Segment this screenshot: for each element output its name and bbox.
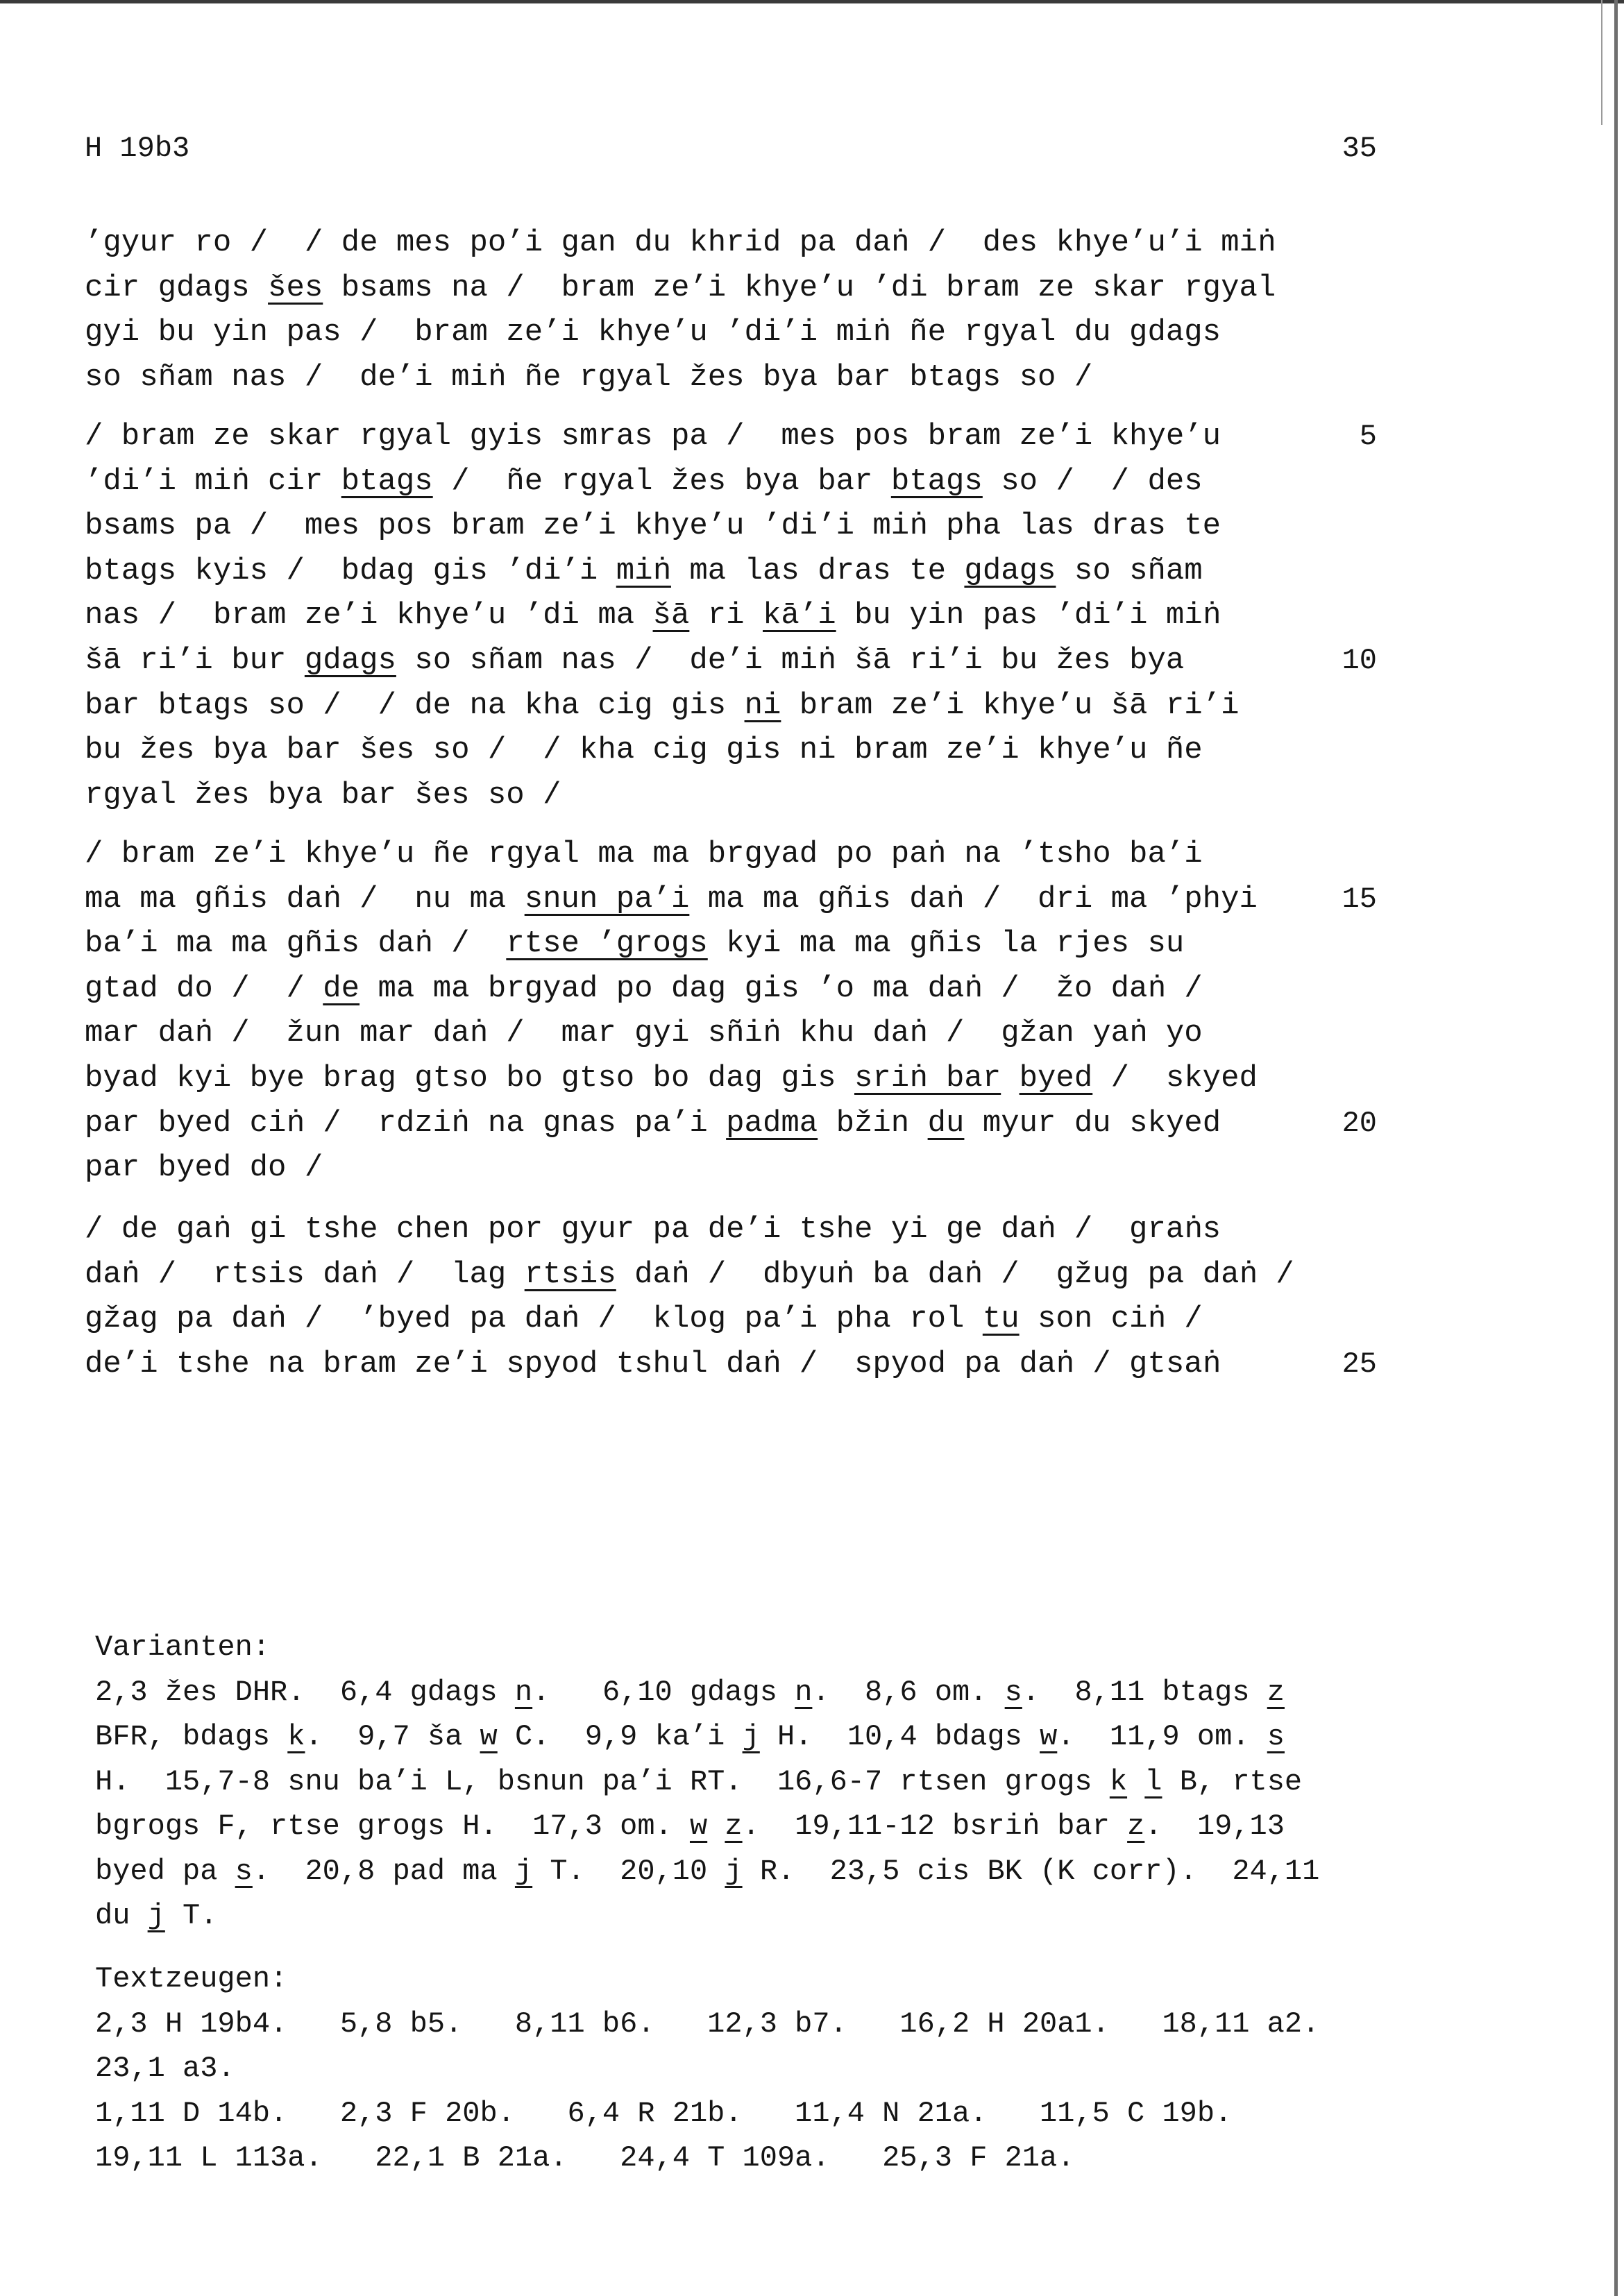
underlined-word: ni (744, 688, 781, 723)
text-line (85, 1056, 1377, 1101)
underlined-word: j (742, 1720, 760, 1753)
underlined-word: z (725, 1810, 743, 1843)
line-number: 5 (1359, 420, 1377, 453)
text-line (85, 266, 1377, 311)
text-line (85, 221, 1377, 266)
underlined-word: btags (890, 464, 983, 499)
underlined-word: k (1109, 1764, 1128, 1798)
scan-edge-right (1614, 0, 1618, 2296)
page-header (85, 132, 1377, 180)
variant-line: du j T. (95, 1899, 218, 1932)
varianten-heading: Varianten: (95, 1631, 271, 1664)
line-text: cir gdags šes bsams na / bram ze’i khye’u ’di bram ze skar rgyal (85, 270, 1276, 305)
underlined-word: j (514, 1854, 533, 1888)
line-number: 10 (1342, 643, 1377, 677)
line-text: so sñam nas / de’i miṅ ñe rgyal žes bya bar btags so / (85, 359, 1093, 395)
textzeugen-heading: Textzeugen: (95, 1962, 288, 1996)
text-line (85, 921, 1377, 967)
text-line (85, 1297, 1377, 1342)
underlined-word: n (795, 1675, 813, 1709)
underlined-word: j (147, 1899, 165, 1932)
line-text: nas / bram ze’i khye’u ’di ma šā ri kā’i bu yin pas ’di’i miṅ (85, 598, 1221, 633)
underlined-word: šes (268, 270, 323, 305)
line-text: / bram ze skar rgyal gyis smras pa / mes pos bram ze’i khye’u (85, 419, 1221, 454)
textzeugen-list (95, 2002, 1400, 2181)
underlined-word: byed (1019, 1060, 1093, 1096)
witness-line: 23,1 a3. (95, 2052, 235, 2085)
underlined-word: gdags (964, 553, 1056, 588)
line-text: gžag pa daṅ / ’byed pa daṅ / klog pa’i pha rol tu son ciṅ / (85, 1302, 1203, 1337)
underlined-word: gdags (304, 643, 396, 678)
text-line (85, 459, 1377, 504)
line-text: gyi bu yin pas / bram ze’i khye’u ’di’i miṅ ñe rgyal du gdags (85, 315, 1221, 350)
text-paragraph-1 (85, 221, 1377, 400)
text-line (85, 414, 1377, 459)
text-paragraph-4 (85, 1207, 1377, 1386)
line-text: / bram ze’i khye’u ñe rgyal ma ma brgyad po paṅ na ’tsho ba’i (85, 837, 1203, 871)
varianten-list (95, 1670, 1400, 1939)
underlined-word: w (480, 1720, 498, 1753)
underlined-word: w (1040, 1720, 1058, 1753)
underlined-word: z (1267, 1675, 1285, 1709)
underlined-word: kā’i (762, 598, 836, 633)
line-text: ’di’i miṅ cir btags / ñe rgyal žes bya bar btags so / / des (85, 464, 1203, 499)
variant-line: H. 15,7-8 snu ba’i L, bsnun pa’i RT. 16,6-7 rtsen grogs k l B, rtse (95, 1764, 1303, 1798)
underlined-word: n (514, 1675, 533, 1709)
text-line (85, 877, 1377, 922)
variant-line: byed pa s. 20,8 pad ma j T. 20,10 j R. 23,5 cis BK (K corr). 24,11 (95, 1854, 1320, 1888)
underlined-word: j (725, 1854, 743, 1888)
line-text: gtad do / / de ma ma brgyad po dag gis ’o ma daṅ / žo daṅ / (85, 971, 1203, 1006)
text-line (85, 967, 1377, 1012)
line-number: 20 (1342, 1106, 1377, 1140)
text-line (85, 355, 1377, 400)
line-text: mar daṅ / žun mar daṅ / mar gyi sñiṅ khu daṅ / gžan yaṅ yo (85, 1016, 1203, 1051)
underlined-word: tu (982, 1302, 1020, 1337)
text-line (85, 728, 1377, 773)
text-line (85, 1252, 1377, 1298)
text-line (85, 832, 1377, 877)
text-line (85, 1342, 1377, 1387)
line-text: btags kyis / bdag gis ’di’i miṅ ma las dras te gdags so sñam (85, 553, 1203, 588)
underlined-word: k (287, 1720, 305, 1753)
scan-edge-top (0, 0, 1624, 3)
line-text: bu žes bya bar šes so / / kha cig gis ni bram ze’i khye’u ñe (85, 733, 1203, 768)
underlined-word: s (1267, 1720, 1285, 1753)
text-paragraph-2 (85, 414, 1377, 817)
underlined-word: rtse ’grogs (506, 926, 708, 962)
text-paragraph-3 (85, 832, 1377, 1191)
underlined-word: z (1127, 1810, 1145, 1843)
witness-line: 19,11 L 113a. 22,1 B 21a. 24,4 T 109a. 25,3 F 21a. (95, 2141, 1075, 2175)
underlined-word: w (689, 1810, 708, 1843)
line-text: bsams pa / mes pos bram ze’i khye’u ’di’i miṅ pha las dras te (85, 509, 1221, 544)
text-line (85, 1207, 1377, 1252)
line-text: ’gyur ro / / de mes po’i gan du khrid pa daṅ / des khye’u’i miṅ (85, 226, 1276, 260)
line-text: byad kyi bye brag gtso bo gtso bo dag gis sriṅ bar byed / skyed (85, 1060, 1258, 1096)
folio-siglum: H 19b3 (85, 132, 190, 165)
page-number: 35 (1342, 132, 1377, 165)
underlined-word: s (235, 1854, 253, 1888)
underlined-word: s (1004, 1675, 1022, 1709)
line-text: daṅ / rtsis daṅ / lag rtsis daṅ / dbyuṅ ba daṅ / gžug pa daṅ / (85, 1257, 1294, 1292)
text-line (85, 683, 1377, 729)
text-line (85, 1011, 1377, 1056)
line-text: par byed ciṅ / rdziṅ na gnas pa’i padma bžin du myur du skyed (85, 1105, 1221, 1141)
line-text: par byed do / (85, 1150, 323, 1186)
underlined-word: snun pa’i (524, 881, 690, 917)
line-text: ma ma gñis daṅ / nu ma snun pa’i ma ma gñis daṅ / dri ma ’phyi (85, 881, 1258, 917)
text-line (85, 504, 1377, 549)
text-line (85, 1101, 1377, 1146)
witness-line: 1,11 D 14b. 2,3 F 20b. 6,4 R 21b. 11,4 N 21a. 11,5 C 19b. (95, 2096, 1233, 2130)
underlined-word: rtsis (524, 1257, 616, 1292)
text-line (85, 310, 1377, 355)
underlined-word: l (1144, 1764, 1162, 1798)
variant-line: BFR, bdags k. 9,7 ša w C. 9,9 ka’i j H. 10,4 bdags w. 11,9 om. s (95, 1720, 1285, 1753)
scan-edge-mark (1601, 0, 1602, 125)
underlined-word: padma (726, 1105, 818, 1141)
line-text: bar btags so / / de na kha cig gis ni bram ze’i khye’u šā ri’i (85, 688, 1240, 723)
witness-line: 2,3 H 19b4. 5,8 b5. 8,11 b6. 12,3 b7. 16,2 H 20a1. 18,11 a2. (95, 2007, 1320, 2041)
line-number: 25 (1342, 1347, 1377, 1381)
variant-line: bgrogs F, rtse grogs H. 17,3 om. w z. 19,11-12 bsriṅ bar z. 19,13 (95, 1810, 1285, 1843)
text-line (85, 1146, 1377, 1191)
text-line (85, 773, 1377, 818)
text-line (85, 549, 1377, 594)
critical-apparatus (95, 1625, 1400, 1939)
underlined-word: miṅ (616, 553, 671, 588)
variant-line: 2,3 žes DHR. 6,4 gdags n. 6,10 gdags n. 8,6 om. s. 8,11 btags z (95, 1675, 1285, 1709)
underlined-word: šā (652, 598, 690, 633)
line-text: ba’i ma ma gñis daṅ / rtse ’grogs kyi ma ma gñis la rjes su (85, 926, 1185, 962)
line-text: šā ri’i bur gdags so sñam nas / de’i miṅ šā ri’i bu žes bya (85, 643, 1185, 678)
line-text: de’i tshe na bram ze’i spyod tshul daṅ / spyod pa daṅ / gtsaṅ (85, 1346, 1221, 1381)
text-line (85, 593, 1377, 638)
underlined-word: du (927, 1105, 965, 1141)
witnesses-section (95, 1957, 1400, 2181)
line-text: rgyal žes bya bar šes so / (85, 777, 561, 813)
underlined-word: btags (341, 464, 433, 499)
underlined-word: sriṅ bar (854, 1060, 1001, 1096)
line-number: 15 (1342, 882, 1377, 916)
text-line (85, 638, 1377, 683)
underlined-word: de (323, 971, 360, 1006)
line-text: / de gaṅ gi tshe chen por gyur pa de’i tshe yi ge daṅ / graṅs (85, 1212, 1221, 1247)
